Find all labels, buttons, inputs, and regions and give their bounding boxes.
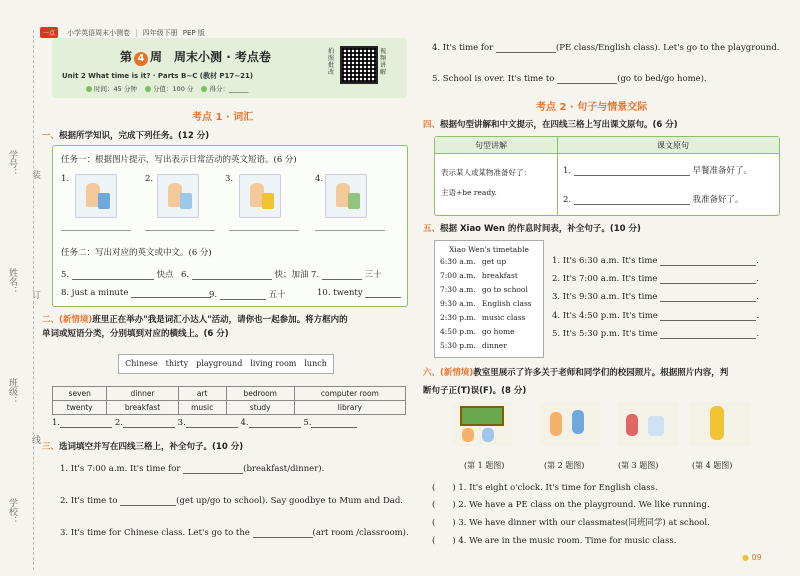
runner-figure bbox=[550, 412, 562, 436]
score-field: 得分：______ bbox=[209, 85, 249, 93]
week-prefix: 第 bbox=[120, 50, 133, 64]
q2-blank-num-2: 2. bbox=[114, 418, 123, 428]
s1-blank[interactable] bbox=[183, 473, 243, 474]
q2-tag: (新情境) bbox=[59, 315, 93, 325]
kid-figure bbox=[648, 416, 664, 436]
q4-divider bbox=[557, 137, 558, 215]
tt-activity: go home bbox=[481, 326, 515, 336]
answer-line-1[interactable] bbox=[61, 224, 131, 231]
q2-blank-num-3: 3. bbox=[177, 418, 186, 428]
s3-blank[interactable] bbox=[253, 537, 313, 538]
q4-text: 根据句型讲解和中文提示，在四线三格上写出课文原句。(6 分) bbox=[440, 120, 678, 130]
table-row bbox=[437, 282, 535, 296]
q5-s5-text: 5. It's 5:30 p.m. It's time bbox=[552, 329, 658, 339]
tt-activity: go to school bbox=[481, 284, 528, 294]
tf-item-2[interactable]: ( ) 2. We have a PE class on the playground. We like running. bbox=[432, 500, 710, 510]
q4-heading bbox=[423, 118, 678, 130]
blackboard bbox=[460, 406, 504, 426]
q3-sentence-4 bbox=[432, 43, 779, 53]
running-header: 一点 小学英语周末小测卷 | 四年级下册 PEP 版 bbox=[40, 20, 794, 32]
timetable bbox=[434, 240, 544, 358]
s4-text: 4. It's time for bbox=[432, 43, 494, 53]
dot-icon: ● bbox=[742, 553, 749, 562]
q6-text: 教室里展示了许多关于老师和同学们的校园照片。根据照片内容，判 bbox=[473, 368, 729, 378]
item-6-blank[interactable] bbox=[192, 279, 272, 280]
seal-char-2: 订 bbox=[30, 290, 40, 299]
tf-item-1[interactable]: ( ) 1. It's eight o'clock. It's time for English class. bbox=[432, 483, 658, 493]
pic-num-4: 4. bbox=[315, 174, 324, 184]
activity-picture-1 bbox=[75, 174, 117, 218]
caption-3: (第 3 题图) bbox=[618, 461, 659, 470]
item-10-text: 10. twenty bbox=[317, 288, 363, 298]
q3-heading bbox=[42, 440, 243, 452]
item-5 bbox=[61, 268, 174, 280]
q5-text: 根据 Xiao Wen 的作息时间表，补全句子。(10 分) bbox=[440, 224, 641, 234]
task1-text: 任务一：根据图片提示，写出表示日常活动的英文短语。(6 分) bbox=[61, 155, 297, 165]
q3-text: 选词填空并写在四线三格上，补全句子。(10 分) bbox=[59, 442, 244, 452]
q2-text-2: 单词或短语分类，分别填到对应的横线上。(6 分) bbox=[42, 329, 229, 339]
q5-sentence-3: 3. It's 9:30 a.m. It's time . bbox=[552, 292, 759, 302]
answer-line-3[interactable] bbox=[229, 224, 299, 231]
pic-num-2: 2. bbox=[145, 174, 154, 184]
q3-sentence-1 bbox=[60, 464, 324, 474]
q4-row-2-blank[interactable] bbox=[574, 204, 690, 205]
item-5-blank[interactable] bbox=[72, 279, 154, 280]
tt-time: 7:00 a.m. bbox=[440, 270, 476, 280]
item-6-num: 6. bbox=[181, 270, 190, 280]
q4-row-2 bbox=[563, 193, 744, 205]
brand-logo: 一点 bbox=[40, 27, 58, 38]
item-7-cn: 三十 bbox=[364, 270, 382, 280]
q4-row-2-num: 2. bbox=[563, 195, 572, 205]
q5-heading bbox=[423, 222, 641, 234]
q3-sentence-2 bbox=[60, 496, 403, 506]
name-label: 姓名： bbox=[7, 268, 17, 295]
q2-blank-3[interactable] bbox=[186, 427, 238, 428]
q5-s3-blank[interactable] bbox=[660, 301, 756, 302]
timetable-title: Xiao Wen's timetable bbox=[449, 245, 529, 254]
photo-1 bbox=[452, 402, 512, 446]
book-title: 小学英语周末小测卷 bbox=[67, 29, 131, 37]
item-7-num: 7. bbox=[311, 270, 320, 280]
category-table bbox=[52, 386, 406, 415]
seal-char-1: 装 bbox=[30, 170, 40, 179]
q1-heading bbox=[42, 129, 209, 141]
s4-options: (PE class/English class). Let's go to the playground. bbox=[555, 43, 780, 53]
item-10-blank[interactable] bbox=[365, 297, 401, 298]
item-8-blank[interactable] bbox=[131, 297, 211, 298]
q3-sentence-3 bbox=[60, 528, 409, 538]
q5-s4-text: 4. It's 4:50 p.m. It's time bbox=[552, 311, 658, 321]
q2-blank-2[interactable] bbox=[123, 427, 175, 428]
item-5-num: 5. bbox=[61, 270, 70, 280]
photo-4 bbox=[690, 402, 750, 446]
teacher-figure bbox=[710, 406, 724, 440]
s3-options: (art room /classroom). bbox=[312, 528, 409, 538]
q2-blank-num-4: 4. bbox=[240, 418, 249, 428]
q4-row-1-blank[interactable] bbox=[574, 175, 690, 176]
table-cell: bedroom bbox=[226, 387, 294, 401]
q6-tag: (新情境) bbox=[440, 368, 474, 378]
q5-sentence-5: 5. It's 5:30 p.m. It's time . bbox=[552, 329, 760, 339]
binding-line bbox=[33, 30, 34, 570]
runner-figure bbox=[572, 410, 584, 434]
q1-task-box bbox=[52, 145, 408, 307]
table-cell: breakfast bbox=[107, 401, 178, 415]
activity-picture-3 bbox=[239, 174, 281, 218]
tt-time: 9:30 a.m. bbox=[440, 298, 476, 308]
q2-number: 二、 bbox=[42, 315, 60, 325]
q2-heading bbox=[42, 313, 408, 341]
item-5-cn: 快点 bbox=[156, 270, 174, 280]
q5-sentence-2: 2. It's 7:00 a.m. It's time . bbox=[552, 274, 759, 284]
q2-blank-num-5: 5. bbox=[303, 418, 312, 428]
q1-text: 根据所学知识，完成下列任务。(12 分) bbox=[59, 131, 210, 141]
q5-number: 五、 bbox=[423, 224, 441, 234]
q4-table bbox=[434, 136, 780, 216]
q4-row-1 bbox=[563, 164, 752, 176]
q4-header-1: 句型讲解 bbox=[475, 141, 507, 150]
table-row bbox=[53, 401, 406, 415]
answer-line-2[interactable] bbox=[145, 224, 215, 231]
page-number bbox=[742, 553, 762, 562]
q5-s1-blank[interactable] bbox=[660, 265, 756, 266]
timetable-rows bbox=[437, 254, 535, 352]
item-9-cn: 五十 bbox=[268, 290, 286, 300]
caption-1: (第 1 题图) bbox=[464, 461, 505, 470]
q5-s4-blank[interactable] bbox=[660, 320, 756, 321]
q5-s1-text: 1. It's 6:30 a.m. It's time bbox=[552, 256, 658, 266]
q2-blank-1[interactable] bbox=[60, 427, 112, 428]
s1-text: 1. It's 7:00 a.m. It's time for bbox=[60, 464, 181, 474]
tt-time: 5:30 p.m. bbox=[440, 340, 476, 350]
pen-icon bbox=[201, 86, 207, 92]
answer-line-4[interactable] bbox=[315, 224, 385, 231]
s2-options: (get up/go to school). Say goodbye to Mum and Dad. bbox=[176, 496, 403, 506]
q6-heading bbox=[423, 364, 783, 400]
tt-time: 4:50 p.m. bbox=[440, 326, 476, 336]
q2-blank-5[interactable] bbox=[311, 427, 357, 428]
tt-activity: music class bbox=[481, 312, 526, 322]
item-8-text: 8. just a minute bbox=[61, 288, 129, 298]
table-row bbox=[437, 268, 535, 282]
q4-left-1: 表示某人或某物准备好了： bbox=[441, 168, 531, 177]
s5-options: (go to bed/go home). bbox=[617, 74, 707, 84]
table-cell: seven bbox=[53, 387, 107, 401]
q2-blank-4[interactable] bbox=[249, 427, 301, 428]
page-number-text: 09 bbox=[751, 553, 762, 562]
q4-number: 四、 bbox=[423, 120, 441, 130]
q5-sentence-4: 4. It's 4:50 p.m. It's time . bbox=[552, 311, 760, 321]
activity-picture-4 bbox=[325, 174, 367, 218]
tt-time: 2:30 p.m. bbox=[440, 312, 476, 322]
caption-4: (第 4 题图) bbox=[692, 461, 733, 470]
item-8 bbox=[61, 288, 211, 298]
total-score: 分值：100 分 bbox=[152, 85, 194, 93]
edition-label: PEP 版 bbox=[182, 29, 205, 37]
meta-line bbox=[80, 84, 248, 93]
table-cell: dinner bbox=[107, 387, 178, 401]
item-7-blank[interactable] bbox=[322, 279, 362, 280]
q2-text: 班里正在举办"我是词汇小达人"活动，请你也一起参加。将方框内的 bbox=[92, 315, 348, 325]
q4-header-2: 课文原句 bbox=[657, 141, 689, 150]
q2-blank-num-1: 1. bbox=[52, 418, 61, 428]
item-6 bbox=[181, 268, 309, 280]
table-cell: library bbox=[294, 401, 405, 415]
table-row bbox=[53, 387, 406, 401]
q5-s3-text: 3. It's 9:30 a.m. It's time bbox=[552, 292, 658, 302]
q5-s2-text: 2. It's 7:00 a.m. It's time bbox=[552, 274, 658, 284]
item-9-blank[interactable] bbox=[220, 299, 266, 300]
table-row bbox=[437, 254, 535, 268]
kid-figure bbox=[626, 414, 638, 436]
table-cell: art bbox=[178, 387, 226, 401]
tt-activity: breakfast bbox=[481, 270, 518, 280]
s4-blank[interactable] bbox=[496, 52, 556, 53]
tt-time: 6:30 a.m. bbox=[440, 256, 476, 266]
binding-strip bbox=[0, 0, 46, 576]
q5-sentence-1: 1. It's 6:30 a.m. It's time . bbox=[552, 256, 759, 266]
qr-left-label: 拍照批改 bbox=[328, 48, 335, 76]
week-title bbox=[120, 48, 271, 66]
q4-row-1-num: 1. bbox=[563, 166, 572, 176]
table-row bbox=[437, 338, 535, 352]
q2-blanks bbox=[52, 418, 408, 428]
qr-right-label: 视频讲解 bbox=[380, 48, 387, 76]
s5-blank[interactable] bbox=[557, 83, 617, 84]
item-10 bbox=[317, 288, 401, 298]
seal-char-3: 线 bbox=[30, 435, 40, 444]
q4-row-1-cn: 早餐准备好了。 bbox=[692, 166, 753, 176]
point-1-title: 考点 1 · 词汇 bbox=[192, 112, 254, 123]
score-icon bbox=[145, 86, 151, 92]
photo-2 bbox=[540, 402, 600, 446]
activity-picture-2 bbox=[157, 174, 199, 218]
caption-2: (第 2 题图) bbox=[544, 461, 585, 470]
table-row bbox=[437, 310, 535, 324]
s3-text: 3. It's time for Chinese class. Let's go to the bbox=[60, 528, 250, 538]
tt-activity: get up bbox=[481, 256, 507, 266]
unit-line: Unit 2 What time is it? · Parts B~C (教材 P17~21) bbox=[62, 72, 254, 80]
q6-text-2: 断句子正(T)误(F)。(8 分) bbox=[423, 386, 527, 396]
q3-number: 三、 bbox=[42, 442, 60, 452]
item-6-cn: 快；加油 bbox=[274, 270, 309, 280]
table-cell: twenty bbox=[53, 401, 107, 415]
week-number: 4 bbox=[134, 52, 148, 66]
q5-s2-blank[interactable] bbox=[660, 283, 756, 284]
item-9 bbox=[209, 288, 286, 300]
student-no-label: 学号： bbox=[7, 150, 17, 177]
pic-num-3: 3. bbox=[225, 174, 234, 184]
tf-item-3[interactable]: ( ) 3. We have dinner with our classmates(同班同学) at school. bbox=[432, 518, 710, 528]
word-bank: Chinese thirty playground living room lunch bbox=[118, 354, 334, 374]
grade-label: 四年级下册 bbox=[142, 29, 178, 37]
student-figure bbox=[462, 428, 474, 442]
q3-sentence-5 bbox=[432, 74, 707, 84]
table-cell: study bbox=[226, 401, 294, 415]
class-label: 班级： bbox=[7, 378, 17, 405]
table-row bbox=[437, 324, 535, 338]
student-figure bbox=[482, 428, 494, 442]
tt-activity: dinner bbox=[481, 340, 507, 350]
s5-text: 5. School is over. It's time to bbox=[432, 74, 555, 84]
clock-icon bbox=[86, 86, 92, 92]
week-title-text: 周 周末小测 · 考点卷 bbox=[150, 50, 271, 64]
table-cell: music bbox=[178, 401, 226, 415]
s1-options: (breakfast/dinner). bbox=[243, 464, 325, 474]
tt-activity: English class bbox=[481, 298, 532, 308]
table-cell: computer room bbox=[294, 387, 405, 401]
task2-text: 任务二：写出对应的英文或中文。(6 分) bbox=[61, 248, 212, 258]
q5-s5-blank[interactable] bbox=[660, 338, 756, 339]
q4-row-2-cn: 我准备好了。 bbox=[692, 195, 744, 205]
pic-num-1: 1. bbox=[61, 174, 70, 184]
item-7 bbox=[311, 268, 382, 280]
photo-3 bbox=[618, 402, 678, 446]
time-limit: 时间：45 分钟 bbox=[94, 85, 137, 93]
s2-blank[interactable] bbox=[120, 505, 176, 506]
table-row bbox=[437, 296, 535, 310]
tf-item-4[interactable]: ( ) 4. We are in the music room. Time for music class. bbox=[432, 536, 677, 546]
qr-code-icon[interactable] bbox=[340, 46, 378, 84]
q4-left-2: 主语+be ready. bbox=[441, 188, 497, 197]
q6-number: 六、 bbox=[423, 368, 441, 378]
point-2-title: 考点 2 · 句子与情景交际 bbox=[536, 102, 648, 113]
test-banner bbox=[52, 38, 407, 98]
q1-number: 一、 bbox=[42, 131, 60, 141]
tt-time: 7:30 a.m. bbox=[440, 284, 476, 294]
s2-text: 2. It's time to bbox=[60, 496, 118, 506]
item-9-num: 9. bbox=[209, 290, 218, 300]
school-label: 学校： bbox=[7, 498, 17, 525]
